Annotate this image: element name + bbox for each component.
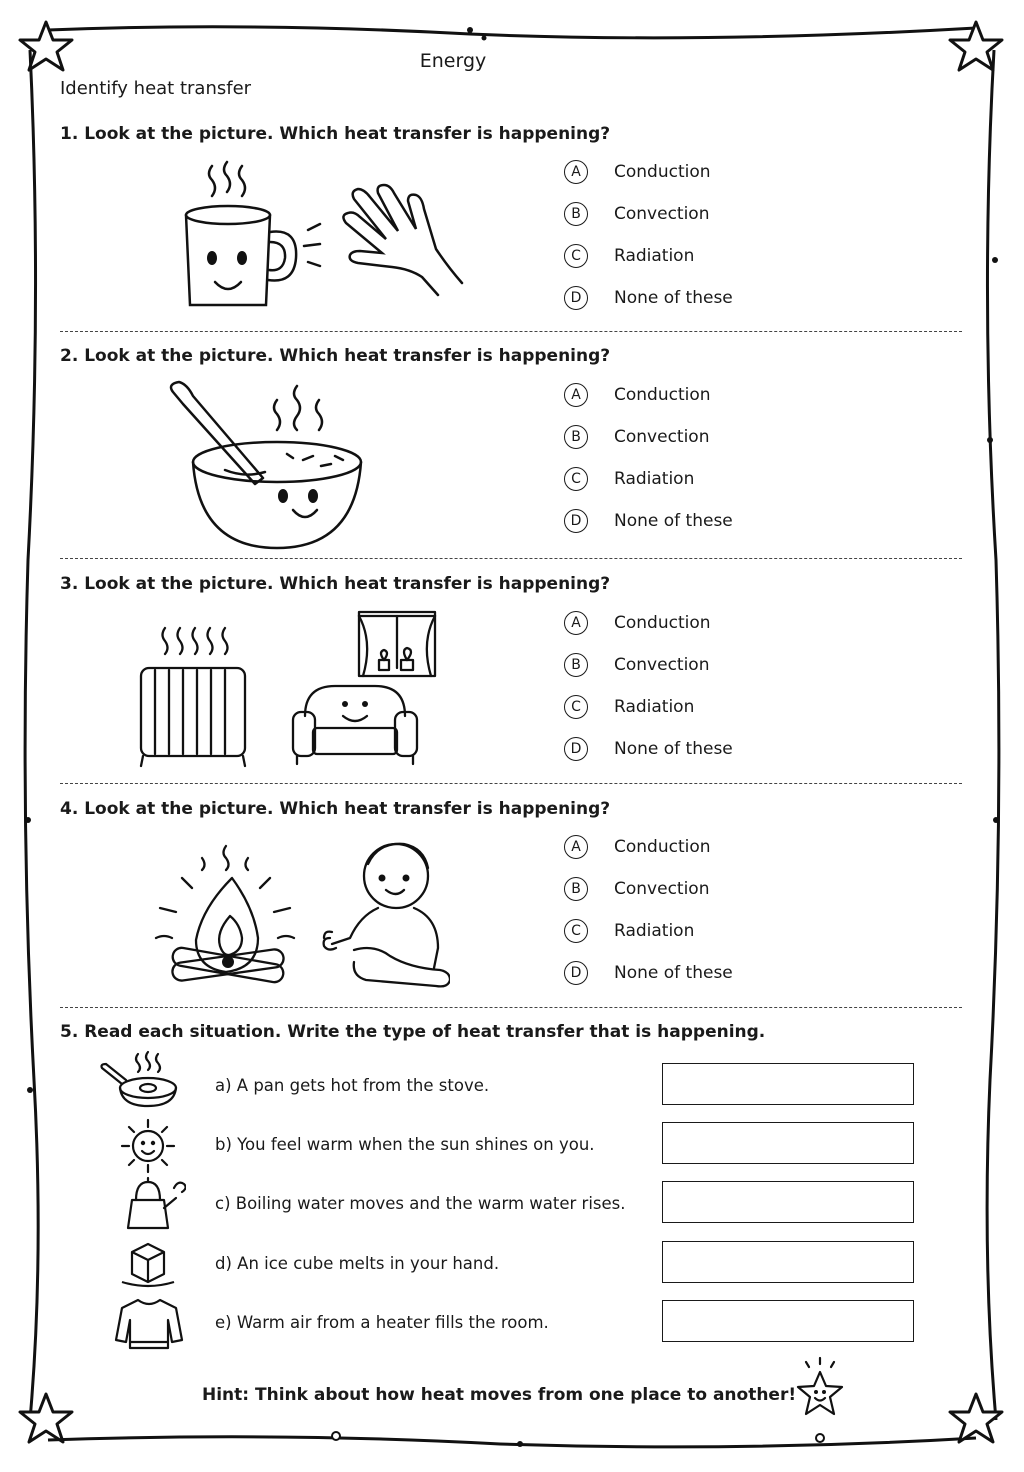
q1-option-a[interactable] bbox=[564, 159, 711, 185]
q2-option-a[interactable] bbox=[564, 382, 711, 408]
question-3-text: 3. Look at the picture. Which heat transfer is happening? bbox=[60, 574, 611, 594]
situation-b-text: b) You feel warm when the sun shines on you. bbox=[215, 1135, 595, 1154]
option-label: None of these bbox=[614, 963, 733, 983]
hint-text: Hint: Think about how heat moves from one place to another! bbox=[202, 1385, 797, 1405]
kettle-icon bbox=[118, 1176, 186, 1234]
smiling-star-icon bbox=[790, 1354, 850, 1420]
option-letter: C bbox=[564, 919, 588, 943]
q1-option-d[interactable] bbox=[564, 285, 733, 311]
option-label: Convection bbox=[614, 879, 710, 899]
q3-option-a[interactable] bbox=[564, 610, 711, 636]
q4-option-b[interactable] bbox=[564, 876, 709, 902]
sun-icon bbox=[118, 1116, 178, 1176]
q1-option-c[interactable] bbox=[564, 243, 694, 269]
option-label: Radiation bbox=[614, 246, 695, 266]
q3-option-b[interactable] bbox=[564, 652, 709, 678]
option-letter: D bbox=[564, 737, 588, 761]
option-letter: A bbox=[564, 611, 588, 635]
option-label: Radiation bbox=[614, 921, 695, 941]
option-letter: C bbox=[564, 467, 588, 491]
radiator-room-icon bbox=[135, 608, 440, 770]
option-label: Conduction bbox=[614, 613, 711, 633]
soup-bowl-icon bbox=[165, 380, 390, 552]
option-label: Convection bbox=[614, 655, 710, 675]
question-4-text: 4. Look at the picture. Which heat transfer is happening? bbox=[60, 799, 611, 819]
option-label: Conduction bbox=[614, 385, 711, 405]
option-letter: C bbox=[564, 244, 588, 268]
answer-box-e[interactable] bbox=[662, 1300, 914, 1342]
q2-option-c[interactable] bbox=[564, 466, 694, 492]
answer-box-b[interactable] bbox=[662, 1122, 914, 1164]
option-letter: B bbox=[564, 653, 588, 677]
option-label: Convection bbox=[614, 204, 710, 224]
option-letter: D bbox=[564, 286, 588, 310]
situation-a-text: a) A pan gets hot from the stove. bbox=[215, 1076, 490, 1095]
q2-option-d[interactable] bbox=[564, 508, 733, 534]
section-divider bbox=[60, 1007, 962, 1008]
option-letter: D bbox=[564, 509, 588, 533]
answer-box-d[interactable] bbox=[662, 1241, 914, 1283]
q3-option-d[interactable] bbox=[564, 736, 733, 762]
sweater-icon bbox=[114, 1296, 184, 1352]
ice-cube-icon bbox=[118, 1238, 178, 1288]
question-1-text: 1. Look at the picture. Which heat transfer is happening? bbox=[60, 124, 611, 144]
option-label: None of these bbox=[614, 739, 733, 759]
worksheet-subtitle: Identify heat transfer bbox=[60, 78, 252, 99]
section-divider bbox=[60, 331, 962, 332]
option-letter: B bbox=[564, 202, 588, 226]
q1-option-b[interactable] bbox=[564, 201, 709, 227]
option-label: Radiation bbox=[614, 697, 695, 717]
option-label: None of these bbox=[614, 288, 733, 308]
q2-option-b[interactable] bbox=[564, 424, 709, 450]
campfire-child-icon bbox=[150, 838, 450, 988]
question-5-text: 5. Read each situation. Write the type of heat transfer that is happening. bbox=[60, 1022, 766, 1042]
frying-pan-icon bbox=[100, 1050, 180, 1110]
option-label: Convection bbox=[614, 427, 710, 447]
option-label: None of these bbox=[614, 511, 733, 531]
option-letter: A bbox=[564, 160, 588, 184]
worksheet-title: Energy bbox=[419, 50, 487, 72]
option-label: Conduction bbox=[614, 837, 711, 857]
option-label: Conduction bbox=[614, 162, 711, 182]
situation-d-text: d) An ice cube melts in your hand. bbox=[215, 1254, 500, 1273]
option-letter: C bbox=[564, 695, 588, 719]
answer-box-c[interactable] bbox=[662, 1181, 914, 1223]
option-letter: A bbox=[564, 835, 588, 859]
situation-e-text: e) Warm air from a heater fills the room. bbox=[215, 1313, 549, 1332]
situation-c-text: c) Boiling water moves and the warm water rises. bbox=[215, 1194, 626, 1213]
question-2-text: 2. Look at the picture. Which heat transfer is happening? bbox=[60, 346, 611, 366]
section-divider bbox=[60, 783, 962, 784]
mug-and-hand-icon bbox=[180, 160, 470, 310]
option-letter: B bbox=[564, 425, 588, 449]
option-letter: A bbox=[564, 383, 588, 407]
q4-option-d[interactable] bbox=[564, 960, 733, 986]
answer-box-a[interactable] bbox=[662, 1063, 914, 1105]
section-divider bbox=[60, 558, 962, 559]
q4-option-a[interactable] bbox=[564, 834, 711, 860]
option-letter: D bbox=[564, 961, 588, 985]
option-letter: B bbox=[564, 877, 588, 901]
q4-option-c[interactable] bbox=[564, 918, 694, 944]
option-label: Radiation bbox=[614, 469, 695, 489]
q3-option-c[interactable] bbox=[564, 694, 694, 720]
